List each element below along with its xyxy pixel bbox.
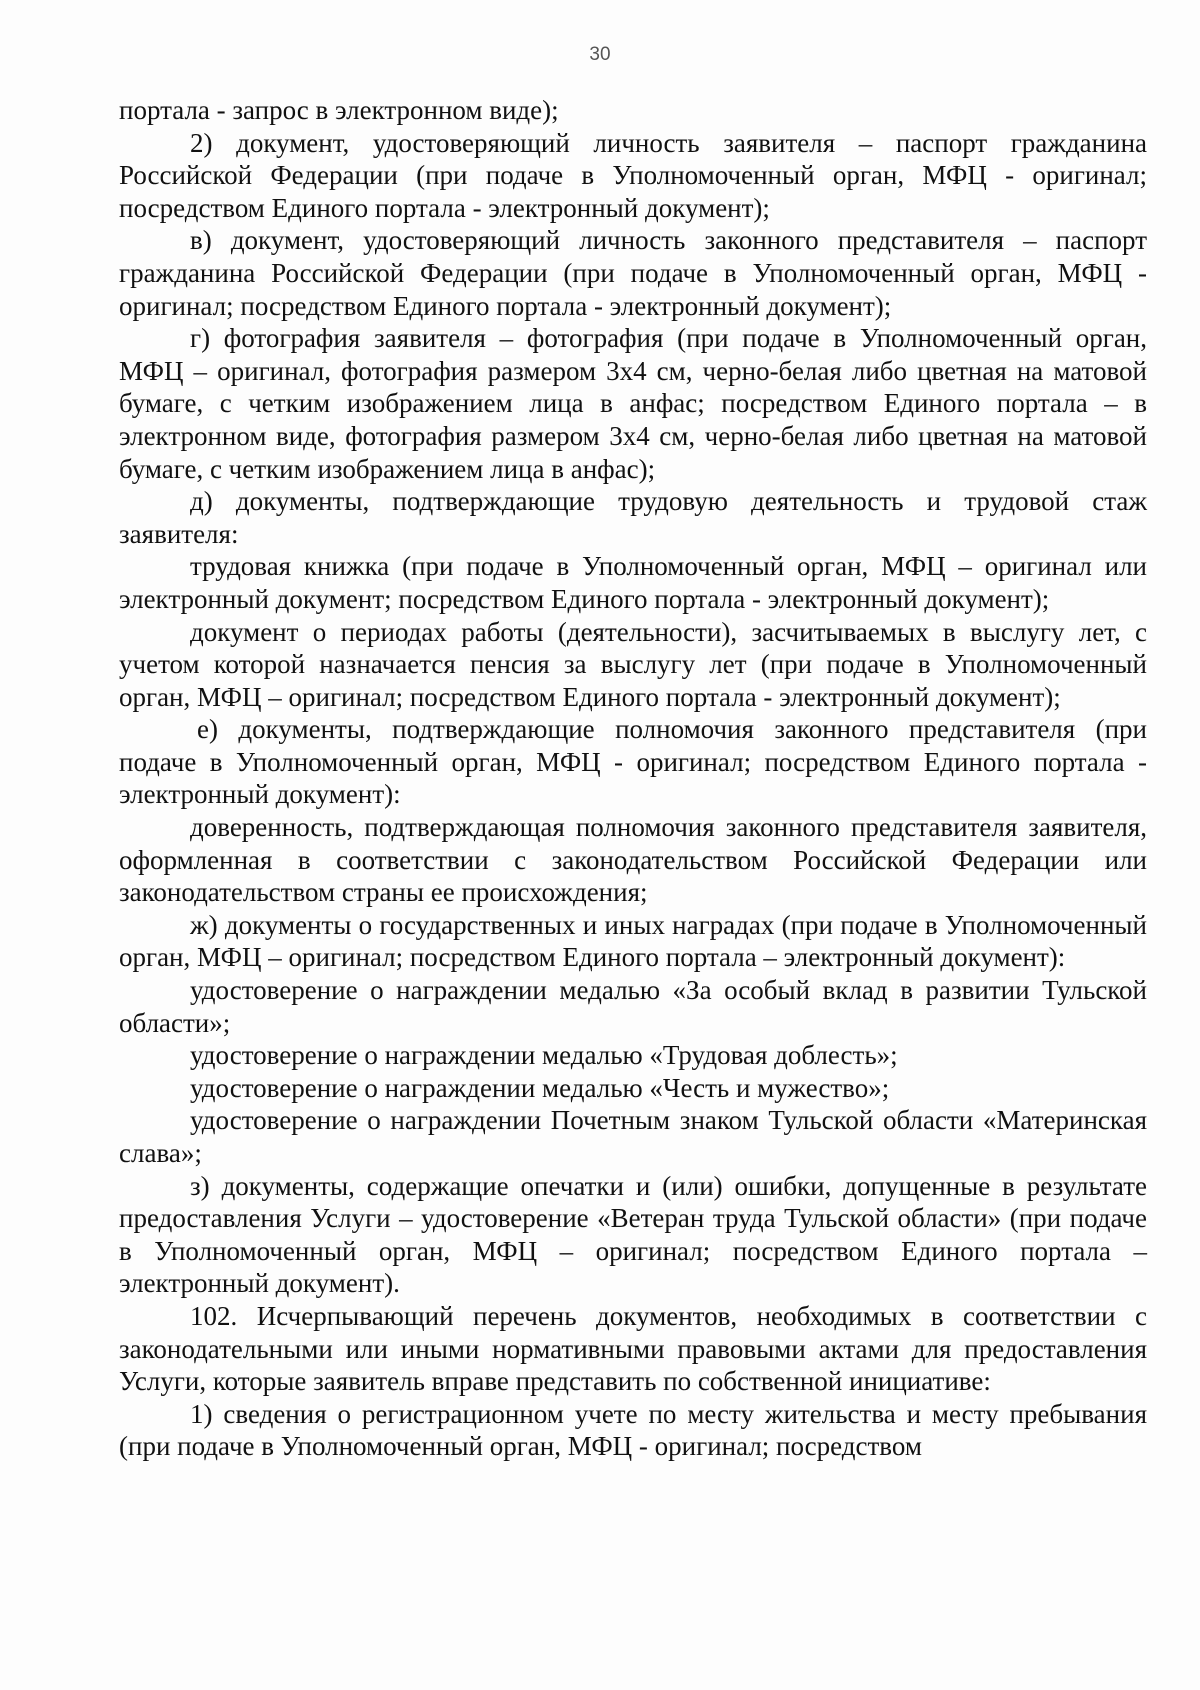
paragraph: трудовая книжка (при подаче в Уполномоченный орган, МФЦ – оригинал или электронный документ; посредством Единого портала - электронный документ); [119, 551, 1147, 614]
document-body [119, 94, 1147, 1463]
paragraph: ж) документы о государственных и иных наградах (при подаче в Уполномоченный орган, МФЦ – оригинал; посредством Единого портала – электронный документ): [119, 909, 1147, 973]
paragraph: 102. Исчерпывающий перечень документов, необходимых в соответствии с законодательными или иными нормативными правовыми актами для предоставления Услуги, которые заявитель вправе представить по собственной инициативе: [119, 1300, 1147, 1397]
paragraph: 2) документ, удостоверяющий личность заявителя – паспорт гражданина Российской Федерации (при подаче в Уполномоченный орган, МФЦ - оригинал; посредством Единого портала - электронный документ); [119, 127, 1147, 223]
paragraph: е) документы, подтверждающие полномочия законного представителя (при подаче в Уполномоченный орган, МФЦ - оригинал; посредством Единого портала - электронный документ): [119, 714, 1147, 810]
paragraph: д) документы, подтверждающие трудовую деятельность и трудовой стаж заявителя: [119, 486, 1147, 549]
paragraph: документ о периодах работы (деятельности), засчитываемых в выслугу лет, с учетом которой назначается пенсия за выслугу лет (при подаче в Уполномоченный орган, МФЦ – оригинал; посредством Единого портала - электронный документ); [119, 616, 1147, 712]
paragraph: з) документы, содержащие опечатки и (или) ошибки, допущенные в результате предоставления Услуги – удостоверение «Ветеран труда Тульской области» (при подаче в Уполномоченный орган, МФЦ – оригинал; посредством Единого портала – электронный документ). [119, 1170, 1147, 1299]
paragraph: удостоверение о награждении медалью «Трудовая доблесть»; [190, 1040, 898, 1071]
paragraph: удостоверение о награждении медалью «За особый вклад в развитии Тульской области»; [119, 975, 1147, 1038]
page-number: 30 [589, 44, 611, 65]
paragraph: г) фотография заявителя – фотография (при подаче в Уполномоченный орган, МФЦ – оригинал, фотография размером 3х4 см, черно-белая либо цветная на матовой бумаге, с четким изображением лица в анфас; посредством Единого портала – в электронном виде, фотография размером 3х4 см, черно-белая либо цветная на матовой бумаге, с четким изображением лица в анфас); [119, 323, 1147, 484]
paragraph: удостоверение о награждении медалью «Честь и мужество»; [190, 1072, 890, 1103]
paragraph: 1) сведения о регистрационном учете по месту жительства и месту пребывания (при подаче в Уполномоченный орган, МФЦ - оригинал; посредством [119, 1398, 1147, 1462]
paragraph: удостоверение о награждении Почетным знаком Тульской области «Материнская слава»; [119, 1105, 1147, 1168]
paragraph: в) документ, удостоверяющий личность законного представителя – паспорт гражданина Российской Федерации (при подаче в Уполномоченный орган, МФЦ - оригинал; посредством Единого портала - электронный документ); [119, 225, 1147, 321]
paragraph: доверенность, подтверждающая полномочия законного представителя заявителя, оформленная в соответствии с законодательством Российской Федерации или законодательством страны ее происхождения; [119, 812, 1147, 908]
paragraph: портала - запрос в электронном виде); [119, 95, 559, 125]
